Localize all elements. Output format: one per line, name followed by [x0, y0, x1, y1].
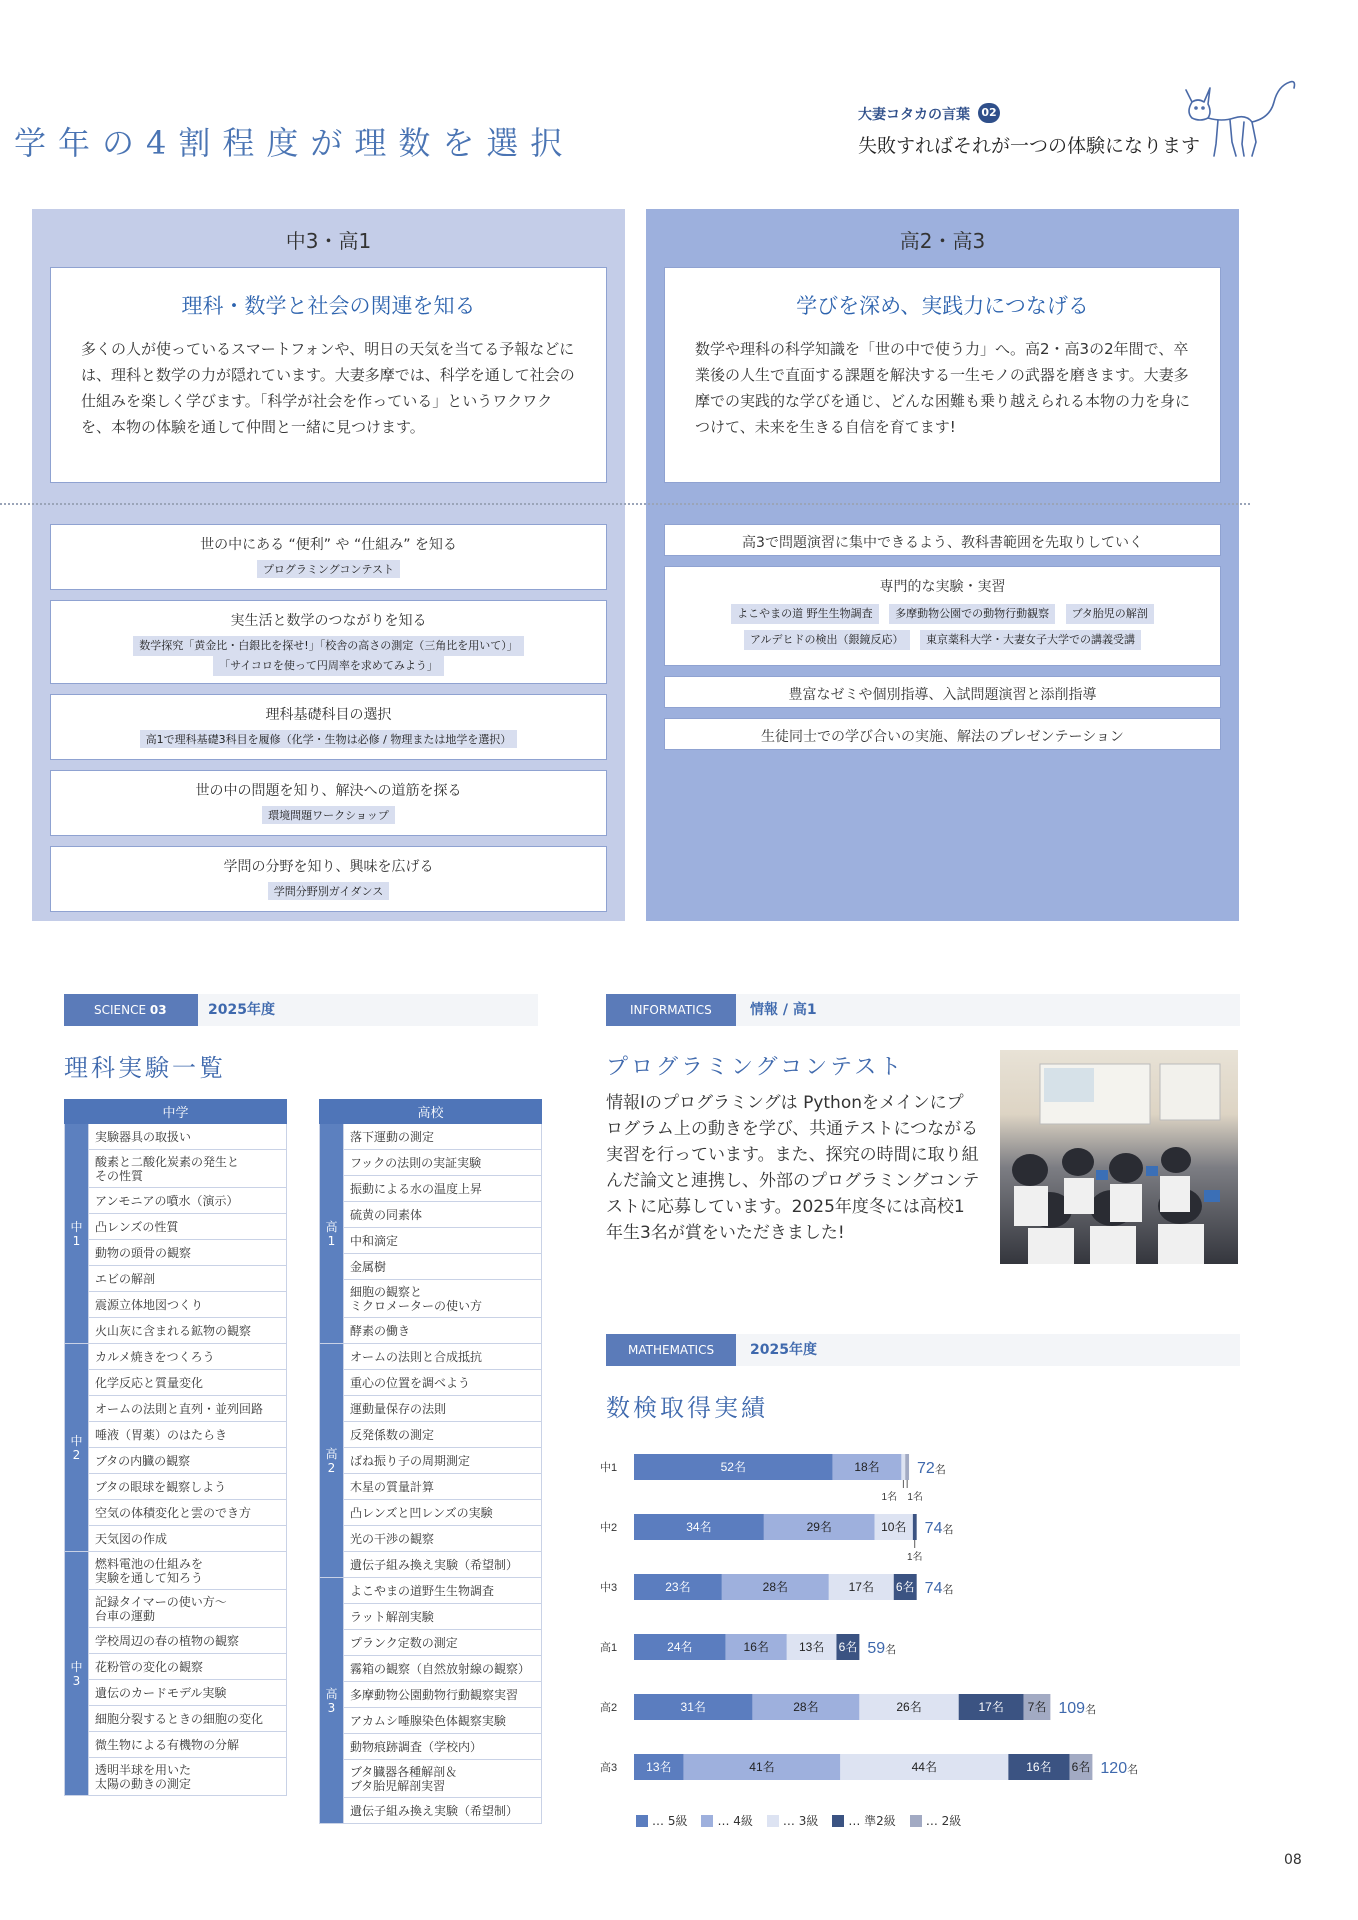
experiment-cell: 振動による水の温度上昇 [344, 1176, 542, 1202]
table-header: 高校 [320, 1100, 542, 1124]
total-label: 74名 [924, 1520, 954, 1537]
quote-number-badge: 02 [978, 103, 1000, 123]
legend-swatch [832, 1815, 844, 1827]
list-item [664, 566, 1221, 666]
list-item [50, 846, 607, 912]
experiment-cell: 硫黄の同素体 [344, 1202, 542, 1228]
experiment-cell: 学校周辺の春の植物の観察 [89, 1628, 287, 1654]
experiment-cell: 火山灰に含まれる鉱物の観察 [89, 1318, 287, 1344]
data-label: 1名 [906, 1552, 923, 1563]
table-row [65, 1732, 287, 1758]
table-row [65, 1188, 287, 1214]
data-label: 13名 [646, 1760, 672, 1774]
experiment-cell: 動物の頭骨の観察 [89, 1240, 287, 1266]
experiment-cell: 燃料電池の仕組みを 実験を通して知ろう [89, 1552, 287, 1590]
category-label: 中2 [600, 1522, 618, 1534]
data-label: 6名 [895, 1580, 915, 1594]
category-label: 高3 [600, 1762, 618, 1774]
data-label: 28名 [762, 1580, 789, 1594]
total-label: 59名 [867, 1640, 897, 1657]
junior-high-experiment-table [64, 1099, 287, 1796]
junior-senior1-column [32, 209, 625, 921]
bar-segment [913, 1514, 917, 1540]
grade-cell: 高 2 [320, 1344, 344, 1578]
informatics-section-bar [606, 994, 1240, 1026]
total-label: 72名 [917, 1460, 946, 1477]
experiment-cell: ラット解剖実験 [344, 1604, 542, 1630]
bar-segment [901, 1454, 905, 1480]
table-row [65, 1552, 287, 1590]
table-row [65, 1680, 287, 1706]
data-label: 17名 [848, 1580, 874, 1594]
table-row [65, 1706, 287, 1732]
legend-label: … 2級 [925, 1814, 962, 1828]
table-row [320, 1396, 542, 1422]
data-label: 6名 [1071, 1760, 1091, 1774]
experiment-cell: 遺伝子組み換え実験（希望制） [344, 1798, 542, 1824]
table-row [65, 1448, 287, 1474]
senior2-3-column [646, 209, 1239, 921]
item-title: 世の中の問題を知り、解決への道筋を探る [195, 783, 462, 799]
table-row [65, 1422, 287, 1448]
experiment-cell: 記録タイマーの使い方〜 台車の運動 [89, 1590, 287, 1628]
table-header: 中学 [65, 1100, 287, 1124]
experiment-cell: フックの法則の実証実験 [344, 1150, 542, 1176]
item-title: 学問の分野を知り、興味を広げる [223, 859, 434, 875]
table-row [65, 1474, 287, 1500]
quote-text: 失敗すればそれが一つの体験になります [858, 135, 1201, 157]
page-title: 学年の4割程度が理数を選択 [14, 124, 575, 162]
intro-body: 多くの人が使っているスマートフォンや、明日の天気を当てる予報などには、理科と数学の力が隠れています。大妻多摩では、科学を通して社会の仕組みを楽しく学びます。「科学が社会を作っている」というワクワクを、本物の体験を通して仲間と一緒に見つけます。 [81, 340, 575, 436]
legend-label: … 準2級 [848, 1814, 896, 1828]
data-label: 6名 [838, 1640, 858, 1654]
legend-label: … 4級 [717, 1814, 753, 1828]
item-tag: アルデヒドの検出（銀鏡反応） [744, 630, 910, 650]
total-label: 74名 [924, 1580, 954, 1597]
data-label: 17名 [978, 1700, 1004, 1714]
section-label-num: 03 [149, 1003, 167, 1017]
section-label: MATHEMATICS [606, 1334, 736, 1366]
table-row [65, 1654, 287, 1680]
table-row [65, 1214, 287, 1240]
experiment-cell: 中和滴定 [344, 1228, 542, 1254]
table-row [320, 1604, 542, 1630]
intro-box [664, 267, 1221, 483]
table-row [320, 1552, 542, 1578]
experiment-cell: 細胞の観察と ミクロメーターの使い方 [344, 1280, 542, 1318]
list-item [664, 718, 1221, 750]
list-item [50, 694, 607, 760]
experiment-cell: アカムシ唾腺染色体観察実験 [344, 1708, 542, 1734]
section-year: 2025年度 [750, 1342, 817, 1358]
experiment-cell: ブタ臓器各種解剖＆ ブタ胎児解剖実習 [344, 1760, 542, 1798]
item-tag: 学問分野別ガイダンス [268, 882, 389, 900]
experiment-cell: 凸レンズと凹レンズの実験 [344, 1500, 542, 1526]
item-title: 高3で問題演習に集中できるよう、教科書範囲を先取りしていく [742, 535, 1143, 551]
grade-cell: 高 1 [320, 1124, 344, 1344]
experiment-cell: 動物痕跡調査（学校内） [344, 1734, 542, 1760]
table-row [65, 1344, 287, 1370]
experiment-cell: 遺伝子組み換え実験（希望制） [344, 1552, 542, 1578]
legend-label: … 3級 [782, 1814, 819, 1828]
experiment-cell: 細胞分裂するときの細胞の変化 [89, 1706, 287, 1732]
experiment-cell: 木星の質量計算 [344, 1474, 542, 1500]
table-row [320, 1280, 542, 1318]
experiment-cell: 反発係数の測定 [344, 1422, 542, 1448]
data-label: 29名 [806, 1520, 832, 1534]
table-row [320, 1526, 542, 1552]
list-item [664, 676, 1221, 708]
experiment-cell: 酵素の働き [344, 1318, 542, 1344]
table-row [320, 1500, 542, 1526]
item-tag: ブタ胎児の解剖 [1066, 604, 1154, 624]
section-sub: 情報 / 高1 [750, 1002, 817, 1018]
legend-swatch [636, 1815, 648, 1827]
grade-cell: 中 2 [65, 1344, 89, 1552]
experiment-cell: ブタの内臓の観察 [89, 1448, 287, 1474]
table-row [320, 1630, 542, 1656]
legend-item [767, 1812, 818, 1829]
table-row [65, 1500, 287, 1526]
item-title: 理科基礎科目の選択 [265, 707, 392, 723]
informatics-title: プログラミングコンテスト [606, 1055, 905, 1080]
legend-swatch [701, 1815, 713, 1827]
legend-label: … 5級 [652, 1814, 688, 1828]
table-row [320, 1202, 542, 1228]
grade-cell: 中 3 [65, 1552, 89, 1796]
table-row [320, 1228, 542, 1254]
item-title: 生徒同士での学び合いの実施、解法のプレゼンテーション [761, 729, 1124, 745]
data-label: 28名 [793, 1700, 819, 1714]
table-row [320, 1150, 542, 1176]
experiment-cell: 震源立体地図つくり [89, 1292, 287, 1318]
table-row [320, 1176, 542, 1202]
table-row [65, 1318, 287, 1344]
classroom-photo-image [1000, 1050, 1238, 1264]
table-row [320, 1578, 542, 1604]
list-item [50, 600, 607, 684]
table-row [320, 1682, 542, 1708]
table-row [65, 1758, 287, 1796]
table-row [65, 1396, 287, 1422]
science-section-bar [64, 994, 538, 1026]
quote-label: 大妻コタカの言葉 [858, 107, 970, 123]
table-row [320, 1760, 542, 1798]
experiment-cell: 唾液（胃薬）のはたらき [89, 1422, 287, 1448]
grade-cell: 中 1 [65, 1124, 89, 1344]
table-row [65, 1628, 287, 1654]
experiment-cell: 微生物による有機物の分解 [89, 1732, 287, 1758]
item-tag: プログラミングコンテスト [257, 560, 400, 578]
table-row [65, 1370, 287, 1396]
experiment-cell: ばね振り子の周期測定 [344, 1448, 542, 1474]
table-row [65, 1590, 287, 1628]
data-label: 1名 [907, 1492, 923, 1503]
experiment-cell: 落下運動の測定 [344, 1124, 542, 1150]
legend-item [832, 1812, 895, 1829]
chart-legend [636, 1812, 975, 1829]
column-heading: 高2・高3 [899, 229, 986, 253]
science-title: 理科実験一覧 [64, 1054, 226, 1082]
item-tag: 数学探究「黄金比・白銀比を探せ!」「校舎の高さの測定（三角比を用いて）」 [133, 636, 523, 656]
table-row [320, 1370, 542, 1396]
table-row [320, 1656, 542, 1682]
mathematics-title: 数検取得実績 [606, 1394, 768, 1422]
category-label: 中3 [600, 1582, 618, 1594]
experiment-cell: オームの法則と合成抵抗 [344, 1344, 542, 1370]
legend-swatch [910, 1815, 922, 1827]
data-label: 34名 [686, 1520, 712, 1534]
category-label: 中1 [600, 1462, 618, 1474]
total-label: 120名 [1100, 1760, 1139, 1777]
section-year: 2025年度 [208, 1002, 275, 1018]
table-row [65, 1292, 287, 1318]
data-label: 52名 [720, 1460, 746, 1474]
intro-box [50, 267, 607, 483]
list-item [50, 770, 607, 836]
category-label: 高2 [600, 1702, 618, 1714]
data-label: 41名 [749, 1760, 775, 1774]
legend-item [701, 1812, 752, 1829]
high-school-experiment-table [319, 1099, 542, 1824]
table-row [320, 1318, 542, 1344]
experiment-cell: 花粉管の変化の観察 [89, 1654, 287, 1680]
experiment-cell: 霧箱の観察（自然放射線の観察） [344, 1656, 542, 1682]
table-row [65, 1266, 287, 1292]
dotted-divider [0, 503, 1250, 505]
intro-title: 学びを深め、実践力につなげる [796, 294, 1089, 318]
table-row [65, 1240, 287, 1266]
experiment-cell: オームの法則と直列・並列回路 [89, 1396, 287, 1422]
experiment-cell: 運動量保存の法則 [344, 1396, 542, 1422]
data-label: 26名 [896, 1700, 922, 1714]
experiment-cell: 空気の体積変化と雲のでき方 [89, 1500, 287, 1526]
data-label: 23名 [665, 1580, 691, 1594]
experiment-cell: アンモニアの噴水（演示） [89, 1188, 287, 1214]
page-number: 08 [1284, 1852, 1302, 1868]
experiment-cell: 遺伝のカードモデル実験 [89, 1680, 287, 1706]
experiment-cell: ブタの眼球を観察しよう [89, 1474, 287, 1500]
classroom-photo [1000, 1050, 1238, 1264]
math-exam-stacked-bar-chart [600, 1440, 1300, 1800]
data-label: 24名 [667, 1640, 693, 1654]
experiment-cell: 化学反応と質量変化 [89, 1370, 287, 1396]
data-label: 16名 [743, 1640, 769, 1654]
experiment-cell: よこやまの道野生生物調査 [344, 1578, 542, 1604]
experiment-cell: 重心の位置を調べよう [344, 1370, 542, 1396]
data-label: 31名 [680, 1700, 706, 1714]
experiment-cell: エビの解剖 [89, 1266, 287, 1292]
total-label: 109名 [1058, 1700, 1097, 1717]
item-tag: よこやまの道 野生生物調査 [731, 604, 879, 624]
table-row [320, 1254, 542, 1280]
cat-illustration-icon [1178, 72, 1298, 162]
table-row [65, 1124, 287, 1150]
list-item [664, 524, 1221, 556]
intro-title: 理科・数学と社会の関連を知る [181, 294, 476, 318]
list-item [50, 524, 607, 590]
legend-swatch [767, 1815, 779, 1827]
table-row [65, 1526, 287, 1552]
experiment-cell: 金属樹 [344, 1254, 542, 1280]
informatics-body: 情報Ⅰのプログラミングは Pythonをメインにプログラム上の動きを学び、共通テストにつながる実習を行っています。また、探究の時間に取り組んだ論文と連携し、外部のプログラミングコンテストに応募しています。2025年度冬には高校1年生3名が賞をいただきました! [606, 1093, 980, 1243]
intro-body: 数学や理科の科学知識を「世の中で使う力」へ。高2・高3の2年間で、卒業後の人生で直面する課題を解決する一生モノの武器を磨きます。大妻多摩での実践的な学びを通じ、どんな困難も乗り越えられる本物の力を身につけて、未来を生きる自信を育てます! [695, 340, 1191, 436]
section-label-text: SCIENCE [94, 1003, 147, 1017]
section-label [64, 994, 198, 1026]
experiment-cell: プランク定数の測定 [344, 1630, 542, 1656]
item-title: 豊富なゼミや個別指導、入試問題演習と添削指導 [788, 687, 1097, 703]
table-row [320, 1798, 542, 1824]
experiment-cell: 酸素と二酸化炭素の発生と その性質 [89, 1150, 287, 1188]
data-label: 7名 [1027, 1700, 1047, 1714]
legend-item [910, 1812, 961, 1829]
table-row [320, 1474, 542, 1500]
column-heading: 中3・高1 [285, 229, 372, 253]
item-title: 専門的な実験・実習 [879, 579, 1006, 595]
item-tag: 東京薬科大学・大妻女子大学での講義受講 [920, 630, 1141, 650]
item-tag: 多摩動物公園での動物行動観察 [889, 604, 1055, 624]
item-title: 実生活と数学のつながりを知る [230, 613, 427, 629]
table-row [65, 1150, 287, 1188]
experiment-cell: 天気図の作成 [89, 1526, 287, 1552]
data-label: 44名 [911, 1760, 937, 1774]
data-label: 1名 [881, 1492, 898, 1503]
item-tag: 環境問題ワークショップ [262, 806, 395, 824]
table-row [320, 1448, 542, 1474]
data-label: 18名 [854, 1460, 880, 1474]
section-label: INFORMATICS [606, 994, 736, 1026]
category-label: 高1 [600, 1642, 618, 1654]
experiment-cell: 光の干渉の観察 [344, 1526, 542, 1552]
bar-segment [905, 1454, 909, 1480]
mathematics-section-bar [606, 1334, 1240, 1366]
table-row [320, 1344, 542, 1370]
experiment-cell: 透明半球を用いた 太陽の動きの測定 [89, 1758, 287, 1796]
table-row [320, 1422, 542, 1448]
data-label: 10名 [881, 1520, 907, 1534]
grade-cell: 高 3 [320, 1578, 344, 1824]
experiment-cell: カルメ焼きをつくろう [89, 1344, 287, 1370]
experiment-cell: 多摩動物公園動物行動観察実習 [344, 1682, 542, 1708]
experiment-cell: 凸レンズの性質 [89, 1214, 287, 1240]
legend-item [636, 1812, 687, 1829]
data-label: 13名 [798, 1640, 825, 1654]
data-label: 16名 [1026, 1760, 1052, 1774]
table-row [320, 1124, 542, 1150]
item-tag: 高1で理科基礎3科目を履修（化学・生物は必修 / 物理または地学を選択） [140, 730, 518, 748]
table-row [320, 1734, 542, 1760]
item-tag: 「サイコロを使って円周率を求めてみよう」 [213, 656, 444, 676]
item-title: 世の中にある “便利” や “仕組み” を知る [200, 537, 457, 553]
experiment-cell: 実験器具の取扱い [89, 1124, 287, 1150]
table-row [320, 1708, 542, 1734]
